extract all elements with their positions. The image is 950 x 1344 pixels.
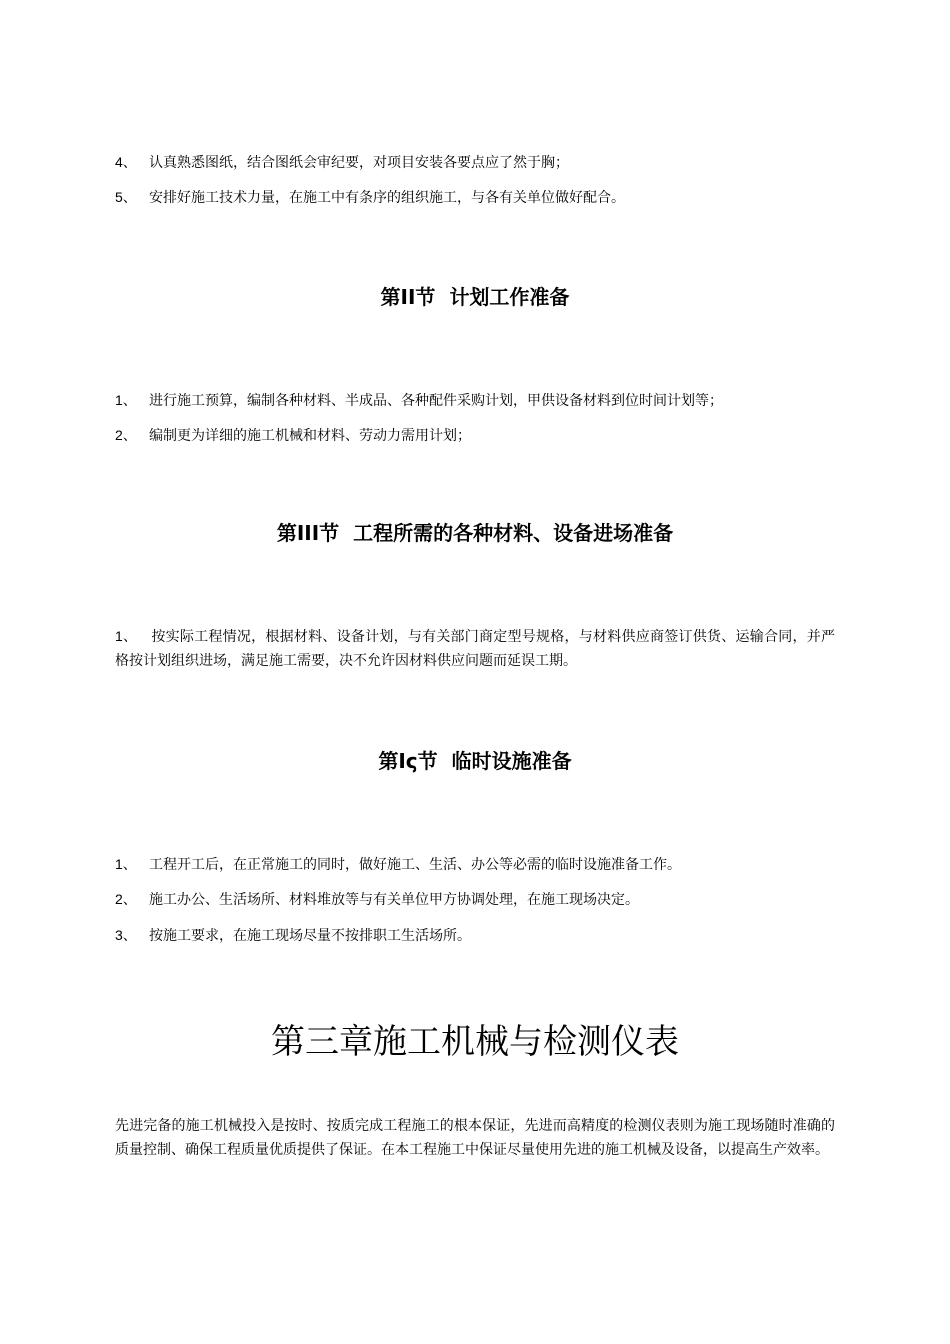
list-item	[115, 188, 835, 207]
list-item-text: 编制更为详细的施工机械和材料、劳动力需用计划；	[149, 428, 471, 444]
section-label: 第II节	[380, 285, 436, 309]
list-item-number: 5、	[115, 189, 137, 205]
section-title-text: 计划工作准备	[449, 285, 570, 309]
section-heading	[0, 284, 950, 310]
list-item-number: 2、	[115, 891, 137, 907]
list-item-number: 4、	[115, 154, 137, 170]
list-item-text: 工程开工后，在正常施工的同时，做好施工、生活、办公等必需的临时设施准备工作。	[149, 857, 681, 873]
list-item	[115, 624, 835, 673]
chapter-title: 第三章施工机械与检测仪表	[271, 1022, 679, 1062]
list-item-number: 1、	[115, 628, 138, 644]
list-item-text: 认真熟悉图纸，结合图纸会审纪要，对项目安装各要点应了然于胸；	[149, 155, 569, 171]
section-heading	[0, 520, 950, 546]
section-heading	[0, 748, 950, 774]
list-item-text: 安排好施工技术力量，在施工中有条序的组织施工，与各有关单位做好配合。	[149, 190, 625, 206]
list-item-text: 施工办公、生活场所、材料堆放等与有关单位甲方协调处理，在施工现场决定。	[149, 892, 639, 908]
list-item-text: 按实际工程情况，根据材料、设备计划，与有关部门商定型号规格，与材料供应商签订供货、运输合同，并严格按计划组织进场，满足施工需要，决不允许因材料供应问题而延误工期。	[115, 629, 835, 669]
section-label: 第III节	[276, 521, 340, 545]
list-item	[115, 855, 835, 874]
list-item	[115, 153, 835, 172]
list-item	[115, 426, 835, 445]
list-item-text: 进行施工预算，编制各种材料、半成品、各种配件采购计划，甲供设备材料到位时间计划等；	[149, 393, 723, 409]
section-title-text: 工程所需的各种材料、设备进场准备	[353, 521, 674, 545]
intro-paragraph: 先进完备的施工机械投入是按时、按质完成工程施工的根本保证，先进而高精度的检测仪表则为施工现场随时准确的质量控制、确保工程质量优质提供了保证。在本工程施工中保证尽量使用先进的施工机械及设备，以提高生产效率。	[115, 1118, 835, 1158]
list-item	[115, 890, 835, 909]
list-item-number: 3、	[115, 927, 137, 943]
list-item-number: 1、	[115, 392, 137, 408]
list-item-number: 1、	[115, 856, 137, 872]
list-item	[115, 391, 835, 410]
section-label: 第Iς节	[378, 749, 438, 773]
list-item-text: 按施工要求，在施工现场尽量不按排职工生活场所。	[149, 928, 471, 944]
list-item	[115, 926, 835, 945]
list-item-number: 2、	[115, 427, 137, 443]
section-title-text: 临时设施准备	[451, 749, 572, 773]
